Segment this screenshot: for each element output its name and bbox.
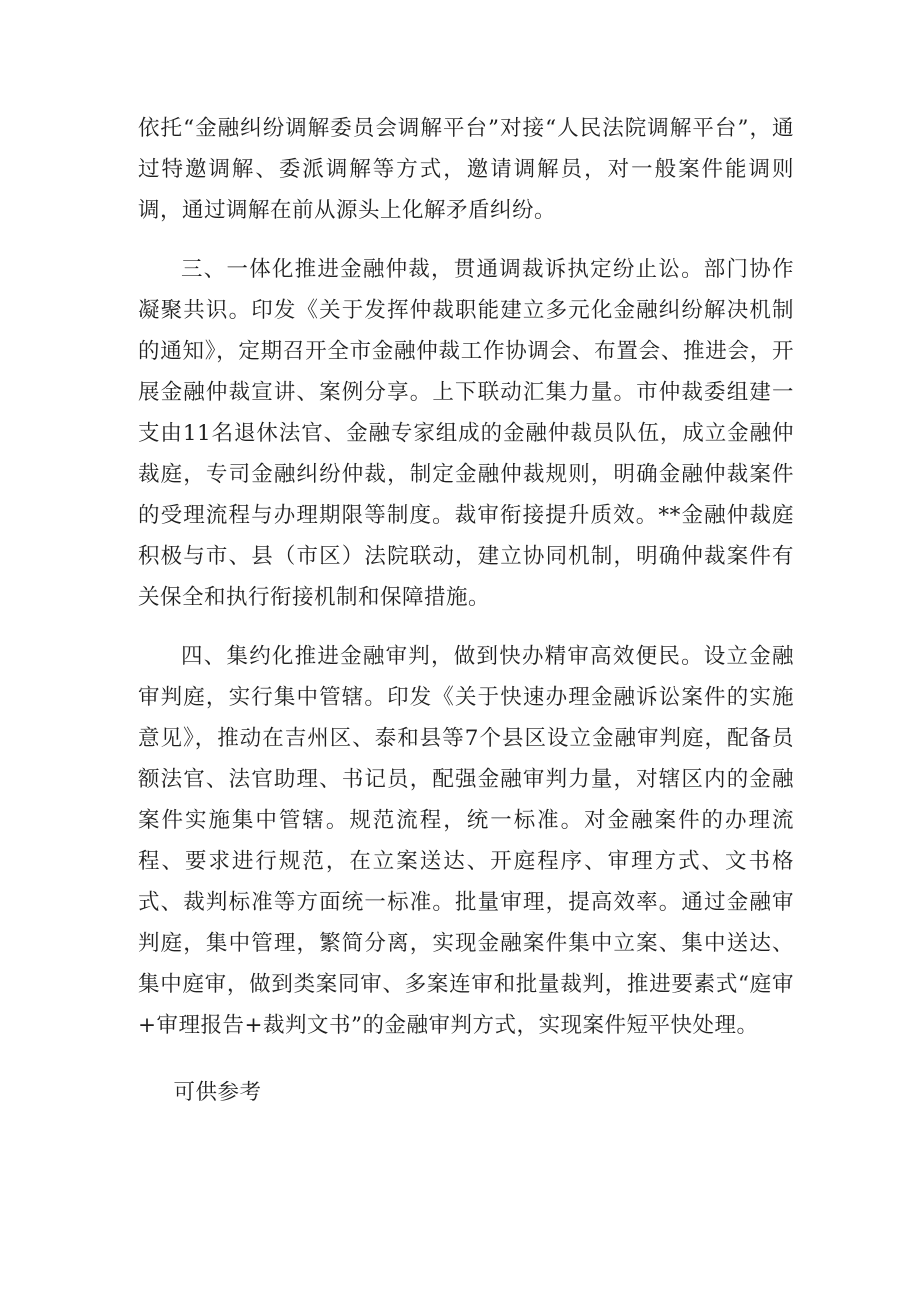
paragraph-continuation: 依托“金融纠纷调解委员会调解平台”对接“人民法院调解平台”，通过特邀调解、委派调解等方式，邀请调解员，对一般案件能调则调，通过调解在前从源头上化解矛盾纠纷。 [138,116,794,223]
paragraph-financial-arbitration: 三、一体化推进金融仲裁，贯通调裁诉执定纷止讼。部门协作凝聚共识。印发《关于发挥仲裁职能建立多元化金融纠纷解决机制的通知》，定期召开全市金融仲裁工作协调会、布置会、推进会，开展金融仲裁宣讲、案例分享。上下联动汇集力量。市仲裁委组建一支由11名退休法官、金融专家组成的金融仲裁员队伍，成立金融仲裁庭，专司金融纠纷仲裁，制定金融仲裁规则，明确金融仲裁案件的受理流程与办理期限等制度。裁审衔接提升质效。**金融仲裁庭积极与市、县（市区）法院联动，建立协同机制，明确仲裁案件有关保全和执行衔接机制和保障措施。 [138,257,794,610]
document-body [138,108,794,1131]
closing-note: 可供参考 [173,1080,262,1105]
paragraph-financial-trial: 四、集约化推进金融审判，做到快办精审高效便民。设立金融审判庭，实行集中管辖。印发《关于快速办理金融诉讼案件的实施意见》，推动在吉州区、泰和县等7个县区设立金融审判庭，配备员额法官、法官助理、书记员，配强金融审判力量，对辖区内的金融案件实施集中管辖。规范流程，统一标准。对金融案件的办理流程、要求进行规范，在立案送达、开庭程序、审理方式、文书格式、裁判标准等方面统一标准。批量审理，提高效率。通过金融审判庭，集中管理，繁简分离，实现金融案件集中立案、集中送达、集中庭审，做到类案同审、多案连审和批量裁判，推进要素式“庭审+审理报告+裁判文书”的金融审判方式，实现案件短平快处理。 [138,644,794,1038]
